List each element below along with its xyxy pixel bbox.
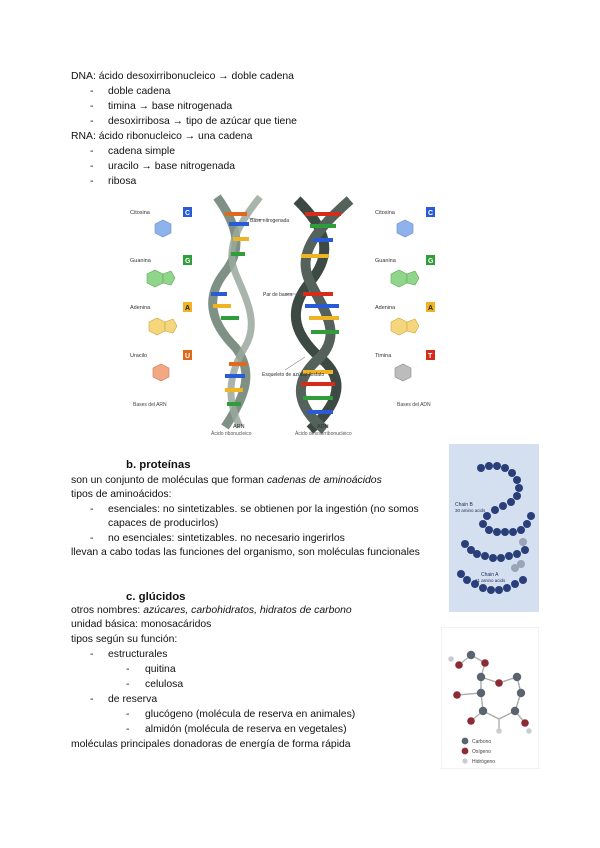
label-base-nitrogenada: Base nitrogenada (250, 218, 290, 224)
bullet-dash: - (90, 176, 94, 187)
chain-a-label: Chain A (481, 572, 499, 578)
bullet-dash: - (90, 146, 94, 157)
legend-carbon: Carbono (472, 739, 492, 745)
glucidos-energia: moléculas principales donadoras de energía de forma rápida (71, 739, 351, 750)
legend-oxygen: Oxígeno (472, 749, 491, 755)
guanine-molecule-icon (147, 270, 163, 287)
dna-item-2: timina → base nitrogenada (108, 101, 233, 112)
adn-subtitle: Ácido desoxirribonucleico (295, 431, 352, 437)
almidon: almidón (molécula de reserva en vegetales) (145, 724, 347, 735)
right-base-label-3: Adenina (375, 305, 396, 311)
thymine-molecule-icon (395, 364, 411, 381)
amino-acid-chain-figure (449, 444, 539, 612)
glucidos-unidad: unidad básica: monosacáridos (71, 619, 212, 630)
proteinas-heading: b. proteínas (126, 459, 191, 471)
glucose-molecule-figure (441, 627, 539, 769)
glucogeno: glucógeno (molécula de reserva en animales) (145, 709, 356, 720)
adn-title: ADN (317, 424, 329, 430)
de-reserva: de reserva (108, 694, 158, 705)
proteinas-definition: son un conjunto de moléculas que forman cadenas de aminoácidos (71, 475, 382, 486)
arn-title: ARN (233, 424, 245, 430)
legend-carbon-swatch (462, 738, 469, 745)
quitina: quitina (145, 664, 176, 675)
left-base-letter-1: C (185, 210, 191, 217)
left-footer: Bases del ARN (133, 402, 167, 408)
dna-rna-figure (125, 192, 445, 437)
right-base-label-2: Guanina (375, 258, 396, 264)
left-base-letter-4: U (185, 353, 191, 360)
guanine-molecule-icon (391, 270, 407, 287)
no-esenciales: no esenciales: sintetizables. no necesario ingerirlos (108, 533, 345, 544)
legend-hydrogen-swatch (462, 758, 467, 763)
bullet-dash: - (90, 86, 94, 97)
glucidos-heading: c. glúcidos (126, 591, 186, 603)
glucidos-otros-nombres: otros nombres: azúcares, carbohidratos, hidratos de carbono (71, 605, 352, 616)
cytosine-molecule-icon (397, 220, 413, 237)
proteinas-funcion: llevan a cabo todas las funciones del organismo, son moléculas funcionales (71, 547, 420, 558)
dna-heading: DNA: ácido desoxirribonucleico → doble cadena (71, 71, 294, 82)
bullet-dash: - (90, 116, 94, 127)
bullet-dash: - (126, 724, 130, 735)
dna-item-3: desoxirribosa → tipo de azúcar que tiene (108, 116, 297, 127)
right-base-label-1: Citosina (375, 210, 395, 216)
right-footer: Bases del ADN (397, 402, 431, 408)
label-esqueleto: Esqueleto de azúcar-fosfato (262, 372, 325, 378)
adenine-molecule-icon (391, 318, 407, 335)
left-base-letter-2: G (185, 258, 191, 265)
dna-item-1: doble cadena (108, 86, 171, 97)
right-base-label-4: Timina (375, 353, 392, 359)
legend-hydrogen: Hidrógeno (472, 759, 496, 765)
chain-b-sublabel: 30 amino acids (455, 508, 486, 513)
label-par-de-bases: Par de bases (263, 292, 293, 298)
bullet-dash: - (90, 649, 94, 660)
rna-item-1: cadena simple (108, 146, 176, 157)
left-base-label-4: Uracilo (130, 353, 148, 359)
bullet-dash: - (126, 664, 130, 675)
left-base-label-2: Guanina (130, 258, 151, 264)
rna-item-2: uracilo → base nitrogenada (108, 161, 236, 172)
bullet-dash: - (126, 679, 130, 690)
right-base-letter-3: A (428, 305, 434, 312)
glucidos-tipos: tipos según su función: (71, 634, 178, 645)
uracil-molecule-icon (153, 364, 169, 381)
chain-b-label: Chain B (455, 502, 473, 508)
chain-a-sublabel: 21 amino acids (475, 578, 506, 583)
legend-oxygen-swatch (462, 748, 469, 755)
proteinas-tipos: tipos de aminoácidos: (71, 489, 172, 500)
esenciales-line-1: esenciales: no sintetizables. se obtienen por la ingestión (no somos (108, 504, 419, 515)
adenine-molecule-icon (149, 318, 165, 335)
right-base-letter-1: C (428, 210, 434, 217)
bullet-dash: - (90, 161, 94, 172)
right-base-letter-4: T (428, 353, 433, 360)
bullet-dash: - (90, 533, 94, 544)
rna-heading: RNA: ácido ribonucleico → una cadena (71, 131, 253, 142)
right-base-letter-2: G (428, 258, 434, 265)
bullet-dash: - (90, 101, 94, 112)
celulosa: celulosa (145, 679, 184, 690)
estructurales: estructurales (108, 649, 168, 660)
rna-item-3: ribosa (108, 176, 137, 187)
left-base-label-3: Adenina (130, 305, 151, 311)
bullet-dash: - (90, 504, 94, 515)
bullet-dash: - (90, 694, 94, 705)
esenciales-line-2: capaces de producirlos) (108, 518, 219, 529)
arn-subtitle: Ácido ribonucleico (211, 431, 252, 437)
cytosine-molecule-icon (155, 220, 171, 237)
left-base-label-1: Citosina (130, 210, 150, 216)
left-base-letter-3: A (185, 305, 191, 312)
bullet-dash: - (126, 709, 130, 720)
